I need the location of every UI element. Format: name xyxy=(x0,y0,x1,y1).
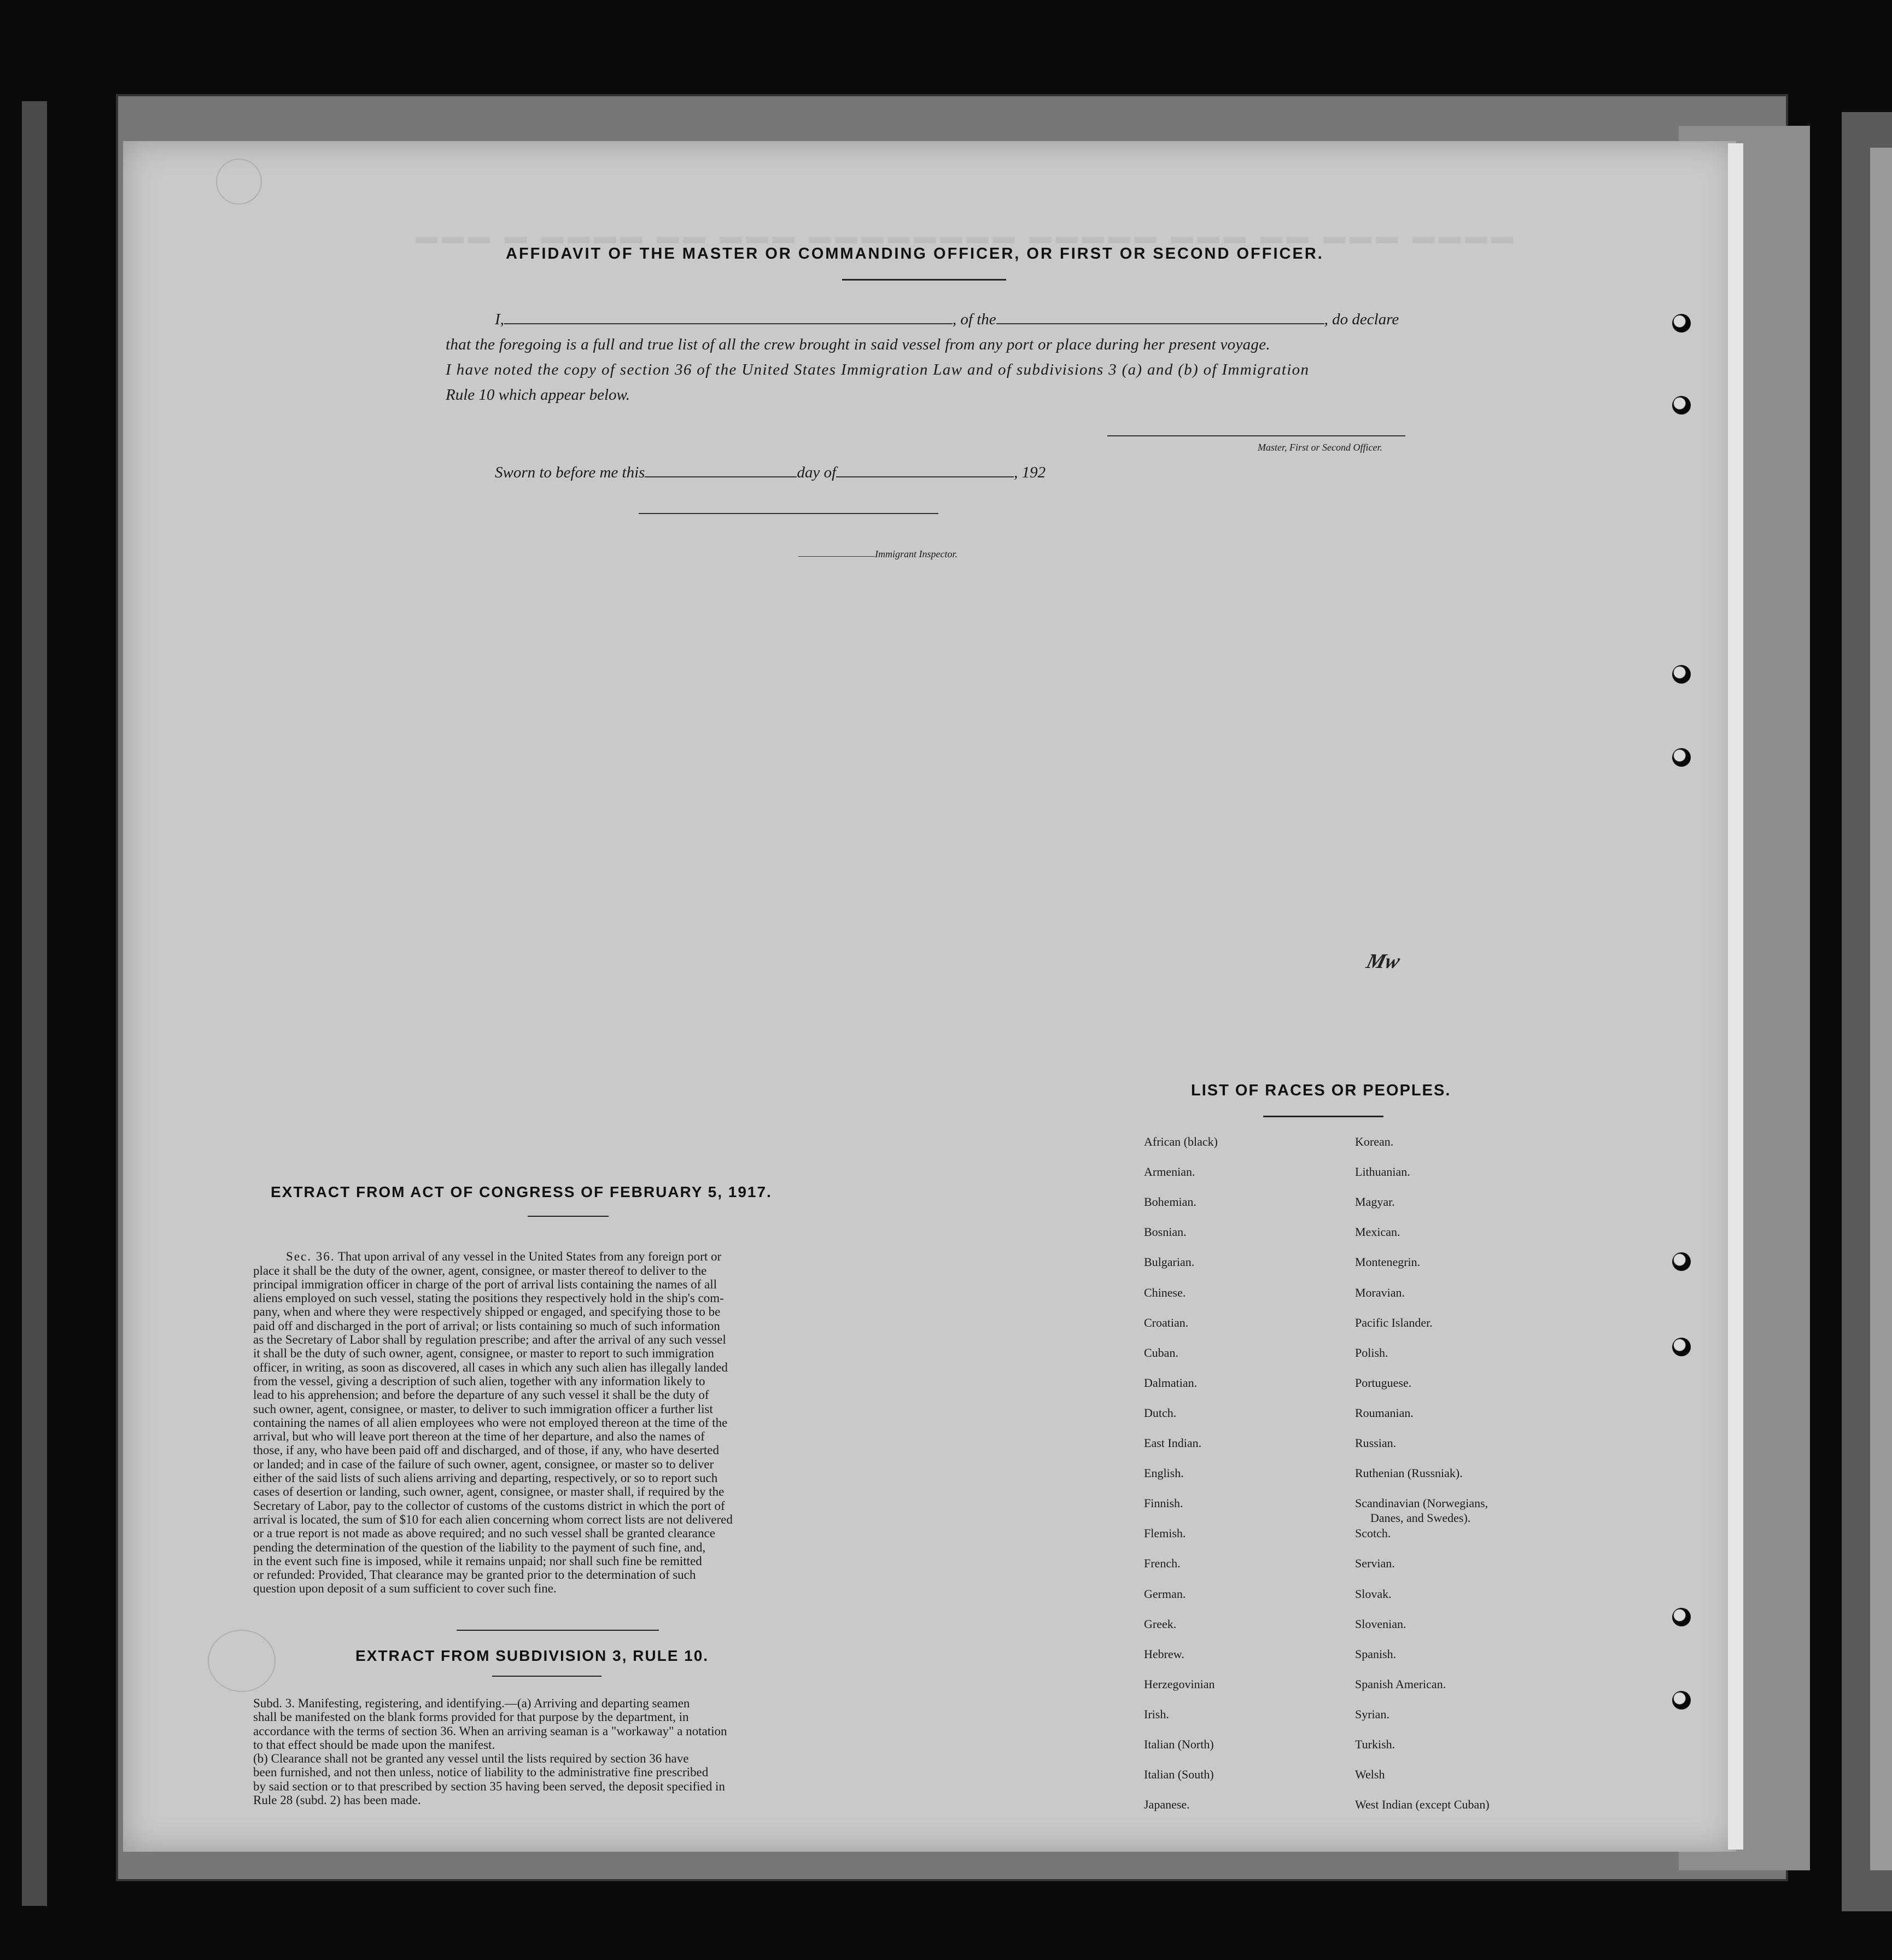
race-item: Slovenian. xyxy=(1355,1617,1406,1631)
race-item: German. xyxy=(1144,1586,1186,1601)
sec-36-text: That upon arrival of any vessel in the United States from any foreign port or place it shall be the duty of the owner, agent, consignee, or master thereof to deliver to the principal immigration officer in charge of the port of arrival lists containing the names of all aliens employed on such vessel, stating the positions they respectively hold in the ship's com- pany, when and where they were respectively shipped or engaged, and specifying those to be paid off and discharged in the port of arrival; or lists containing so much of such information as the Secretary of Labor shall by regulation prescribe; and after the arrival of any such vessel it shall be the duty of such owner, agent, consignee, or master to report to such immigration officer, in writing, as soon as discovered, all cases in which any such alien has illegally landed from the vessel, giving a description of such alien, together with any information likely to lead to his apprehension; and before the departure of any such vessel it shall be the duty of such owner, agent, consignee, or master, to deliver to such immigration officer a further list containing the names of all alien employees who were not employed thereon at the time of the arrival, but who will leave port thereon at the time of her departure, and also the names of those, if any, who have been paid off and discharged, and of those, if any, who have deserted or landed; and in case of the failure of such owner, agent, consignee, or master so to deliver either of the said lists of such aliens arriving and departing, respectively, or so to report such cases of desertion or landing, such owner, agent, consignee, or master shall, if required by the Secretary of Labor, pay to the collector of customs of the customs district in which the port of arrival is located, the sum of $10 for each alien concerning whom correct lists are not delivered or a true report is not made as above required; and no such vessel shall be granted clearance pending the determination of the question of the liability to the payment of such fine, and, in the event such fine is imposed, while it remains unpaid; nor shall such fine be remitted or refunded: Provided, That clearance may be granted prior to the determination of such question upon deposit of a sum sufficient to cover such fine. xyxy=(253,1250,733,1596)
sworn-text: Sworn to before me this xyxy=(495,464,645,481)
race-item: Bulgarian. xyxy=(1144,1255,1195,1269)
punch-hole-7 xyxy=(1672,1608,1691,1626)
rule-subdivision-3: Subd. 3. Manifesting, registering, and identifying.—(a) Arriving and departing seamen shall be manifested on the blank forms provided for that purpose by the department, in accordance with the terms of section 36. When an arriving seaman is a "workaway" a notation to that effect should be made upon the manifest. (b) Clearance shall not be granted any vessel until the lists required by section 36 have been furnished, and not then unless, notice of liability to the administrative fine prescribed by said section or to that prescribed by section 35 having been served, the deposit specified in Rule 28 (subd. 2) has been made. xyxy=(253,1696,727,1807)
race-item: Irish. xyxy=(1144,1707,1169,1721)
race-item: Slovak. xyxy=(1355,1586,1392,1601)
race-item: Lithuanian. xyxy=(1355,1165,1410,1179)
affidavit-line-4: Rule 10 which appear below. xyxy=(446,386,630,404)
punch-hole-6 xyxy=(1672,1338,1691,1356)
vessel-name-blank[interactable] xyxy=(996,311,1324,324)
sec-36-label: Sec. 36. xyxy=(286,1250,335,1264)
race-item: Russian. xyxy=(1355,1436,1397,1450)
race-item: Welsh xyxy=(1355,1768,1385,1782)
faded-stamp xyxy=(208,1630,276,1692)
race-item: Bosnian. xyxy=(1144,1225,1187,1239)
affidavit-of-the: , of the xyxy=(952,311,996,328)
race-item: Scotch. xyxy=(1355,1526,1391,1541)
race-item: Finnish. xyxy=(1144,1496,1183,1510)
master-name-blank[interactable] xyxy=(504,311,953,324)
race-item: Spanish. xyxy=(1355,1647,1397,1661)
race-item: Portuguese. xyxy=(1355,1375,1412,1390)
race-item: English. xyxy=(1144,1466,1184,1480)
handwritten-mark: Mw xyxy=(1364,950,1403,973)
act-end-rule xyxy=(457,1630,659,1631)
race-item: Cuban. xyxy=(1144,1345,1178,1360)
race-item: Italian (South) xyxy=(1144,1768,1214,1782)
race-item: Spanish American. xyxy=(1355,1677,1446,1691)
race-item: Flemish. xyxy=(1144,1526,1186,1541)
rule-heading: EXTRACT FROM SUBDIVISION 3, RULE 10. xyxy=(355,1647,709,1664)
race-item: Roumanian. xyxy=(1355,1405,1414,1420)
affidavit-line-2: that the foregoing is a full and true list of all the crew brought in said vessel from any port or place during her present voyage. xyxy=(446,336,1270,353)
race-item: Herzegovinian xyxy=(1144,1677,1215,1691)
master-signature-line[interactable] xyxy=(1107,435,1405,436)
sworn-year: , 192 xyxy=(1014,464,1046,481)
race-item: Polish. xyxy=(1355,1345,1388,1360)
race-item: Moravian. xyxy=(1355,1285,1405,1299)
punch-hole-5 xyxy=(1672,1252,1691,1271)
punch-hole-8 xyxy=(1672,1691,1691,1710)
race-item: Italian (North) xyxy=(1144,1737,1214,1751)
race-item: Greek. xyxy=(1144,1617,1177,1631)
races-heading: LIST OF RACES OR PEOPLES. xyxy=(1191,1082,1451,1099)
race-item: Dalmatian. xyxy=(1144,1375,1198,1390)
page-edge xyxy=(1728,143,1743,1850)
sworn-line xyxy=(495,464,1046,482)
race-item: Armenian. xyxy=(1144,1165,1195,1179)
race-item: Bohemian. xyxy=(1144,1195,1196,1209)
race-item: Dutch. xyxy=(1144,1405,1177,1420)
race-scandinavian-continued: Danes, and Swedes). xyxy=(1370,1511,1471,1525)
affidavit-i: I, xyxy=(495,311,504,328)
affidavit-declare: , do declare xyxy=(1324,311,1399,328)
act-heading-rule xyxy=(528,1216,609,1217)
race-item: Chinese. xyxy=(1144,1285,1186,1299)
master-signature-caption: Master, First or Second Officer. xyxy=(1258,442,1382,453)
punch-hole-3 xyxy=(1672,665,1691,684)
race-item: Montenegrin. xyxy=(1355,1255,1421,1269)
race-item: Pacific Islander. xyxy=(1355,1315,1433,1329)
race-item: Croatian. xyxy=(1144,1315,1189,1329)
race-item: Syrian. xyxy=(1355,1707,1389,1721)
race-item: French. xyxy=(1144,1556,1181,1571)
inspector-short-line xyxy=(798,556,875,557)
race-item: Japanese. xyxy=(1144,1798,1190,1812)
race-item: Ruthenian (Russniak). xyxy=(1355,1466,1463,1480)
sworn-day-of: day of xyxy=(797,464,837,481)
act-heading: EXTRACT FROM ACT OF CONGRESS OF FEBRUARY 5, 1917. xyxy=(271,1183,772,1200)
race-item: Turkish. xyxy=(1355,1737,1395,1751)
race-item: Hebrew. xyxy=(1144,1647,1184,1661)
punch-hole-2 xyxy=(1672,396,1691,415)
punch-hole-4 xyxy=(1672,748,1691,767)
race-item: West Indian (except Cuban) xyxy=(1355,1798,1490,1812)
rule-heading-rule xyxy=(492,1676,602,1677)
adjacent-frame-edge xyxy=(1870,148,1892,1870)
race-item: Scandinavian (Norwegians, xyxy=(1355,1496,1488,1510)
act-section-36 xyxy=(253,1236,733,1596)
inspector-signature-line[interactable] xyxy=(639,513,938,514)
punch-hole-1 xyxy=(1672,314,1691,332)
affidavit-line-3: I have noted the copy of section 36 of the United States Immigration Law and of subdivisions 3 (a) and (b) of Immigration xyxy=(446,361,1310,378)
film-edge-left xyxy=(22,101,47,1906)
affidavit-line-1 xyxy=(495,311,1399,329)
race-item: East Indian. xyxy=(1144,1436,1202,1450)
race-item: African (black) xyxy=(1144,1135,1218,1148)
inspector-caption: Immigrant Inspector. xyxy=(875,549,957,559)
races-heading-rule xyxy=(1263,1116,1383,1117)
race-item: Magyar. xyxy=(1355,1195,1395,1209)
sworn-day-blank[interactable] xyxy=(645,464,797,477)
faded-stamp-top xyxy=(216,159,262,205)
sworn-month-blank[interactable] xyxy=(836,464,1014,477)
race-item: Mexican. xyxy=(1355,1225,1400,1239)
affidavit-heading-rule xyxy=(842,279,1006,281)
bleed-through-shade: ▬▬▬ ▬ ▬▬▬▬ ▬▬ ▬▬▬ ▬▬▬▬▬▬▬▬ ▬▬▬▬▬ ▬▬▬ ▬▬ ▬▬▬ ▬▬▬▬ xyxy=(416,224,1518,248)
race-item: Servian. xyxy=(1355,1556,1395,1571)
race-item: Korean. xyxy=(1355,1135,1394,1148)
affidavit-heading: AFFIDAVIT OF THE MASTER OR COMMANDING OFFICER, OR FIRST OR SECOND OFFICER. xyxy=(506,245,1324,262)
